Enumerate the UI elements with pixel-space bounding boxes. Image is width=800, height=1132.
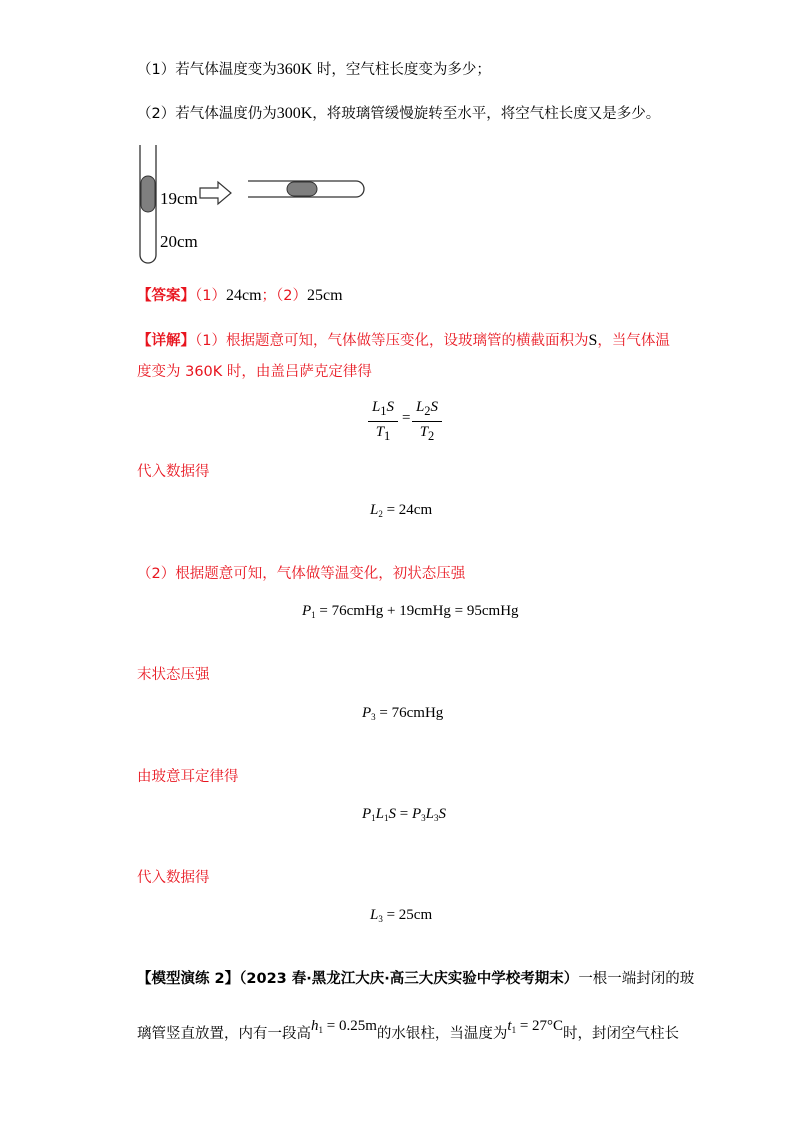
label-mercury: 19cm <box>160 189 198 208</box>
detail-part2-intro: （2）根据题意可知，气体做等温变化，初状态压强 <box>137 566 466 582</box>
q1-prefix: （1）若气体温度变为 <box>137 62 277 78</box>
next-line2-a: 璃管竖直放置，内有一段高 <box>137 1026 311 1042</box>
answer-sep: ； <box>261 288 277 304</box>
detail-line1-text: （1）根据题意可知，气体做等压变化，设玻璃管的横截面积为 <box>195 333 589 349</box>
detail-line1-end: ，当气体温 <box>597 333 670 349</box>
detail-tag: 【详解】 <box>137 333 195 349</box>
sub-data-2: 代入数据得 <box>137 870 210 886</box>
q1-suffix: 时，空气柱长度变为多少； <box>316 62 491 78</box>
answer-line <box>137 286 343 306</box>
q2-prefix: （2）若气体温度仍为 <box>137 106 277 122</box>
next-h-value: = 0.25m <box>326 1018 377 1034</box>
equation-l3: $L_3 = 25cm$ <box>370 907 433 924</box>
label-air: 20cm <box>160 232 198 251</box>
next-line2-c: 时，封闭空气柱长 <box>563 1026 680 1042</box>
answer-part2-prefix: （2） <box>276 288 308 304</box>
answer-tag: 【答案】 <box>137 288 195 304</box>
answer-part2-value: 25cm <box>307 287 343 304</box>
equation-l2: $L_2 = 24cm$ <box>370 502 433 519</box>
next-line1-end: 一根一端封闭的玻 <box>578 971 695 987</box>
eq-p1-rhs: = 76cmHg + 19cmHg = 95cmHg <box>319 603 519 619</box>
question-2 <box>137 104 660 124</box>
answer-part1-prefix: （1） <box>195 288 226 304</box>
next-line2-b: 的水银柱，当温度为 <box>376 1026 508 1042</box>
q2-value: 300K <box>276 105 313 122</box>
detail-line1-var: S <box>588 332 598 349</box>
boyle-law-label: 由玻意耳定律得 <box>137 769 239 785</box>
horizontal-mercury <box>287 182 317 196</box>
sub-data-1: 代入数据得 <box>137 464 210 480</box>
question-1 <box>137 60 491 80</box>
next-t-value: = 27°C <box>519 1018 564 1034</box>
q1-value: 360K <box>276 61 313 78</box>
equation-boyle: $P_1L_1S = P_3L_3S$ <box>362 806 446 823</box>
arrow-right-icon <box>200 182 231 204</box>
equation-p3: $P_3$ = 76cmHg <box>362 705 444 722</box>
detail-line-1 <box>137 331 670 351</box>
equals-sign: = <box>402 410 411 426</box>
next-tag: 【模型演练 2】 <box>137 971 240 987</box>
vertical-mercury <box>141 176 155 212</box>
eq-p3-rhs: = 76cmHg <box>379 705 444 721</box>
detail-line-2: 度变为 360K 时，由盖吕萨克定律得 <box>137 364 372 380</box>
next-problem-line-2: 璃管竖直放置，内有一段高$h_1 = 0.25m$的水银柱，当温度为$t_1 = 27^\circ C$时，封闭空气柱长 <box>137 1018 680 1042</box>
fraction-right: $L_2S$ $T_2$ <box>412 398 442 445</box>
answer-part1-value: 24cm <box>225 287 262 304</box>
eq-l2-rhs: = 24cm <box>386 502 433 518</box>
q2-suffix: ，将玻璃管缓慢旋转至水平，将空气柱长度又是多少。 <box>312 106 661 122</box>
equation-p1: $P_1$ = 76cmHg + 19cmHg = 95cmHg <box>302 603 519 620</box>
fraction-left: $L_1S$ $T_1$ <box>368 398 398 445</box>
final-state-label: 末状态压强 <box>137 667 210 683</box>
next-source: （2023 春·黑龙江大庆·高三大庆实验中学校考期末） <box>239 971 579 987</box>
next-problem-line-1 <box>137 969 694 989</box>
eq-l3-rhs: = 25cm <box>386 907 433 923</box>
